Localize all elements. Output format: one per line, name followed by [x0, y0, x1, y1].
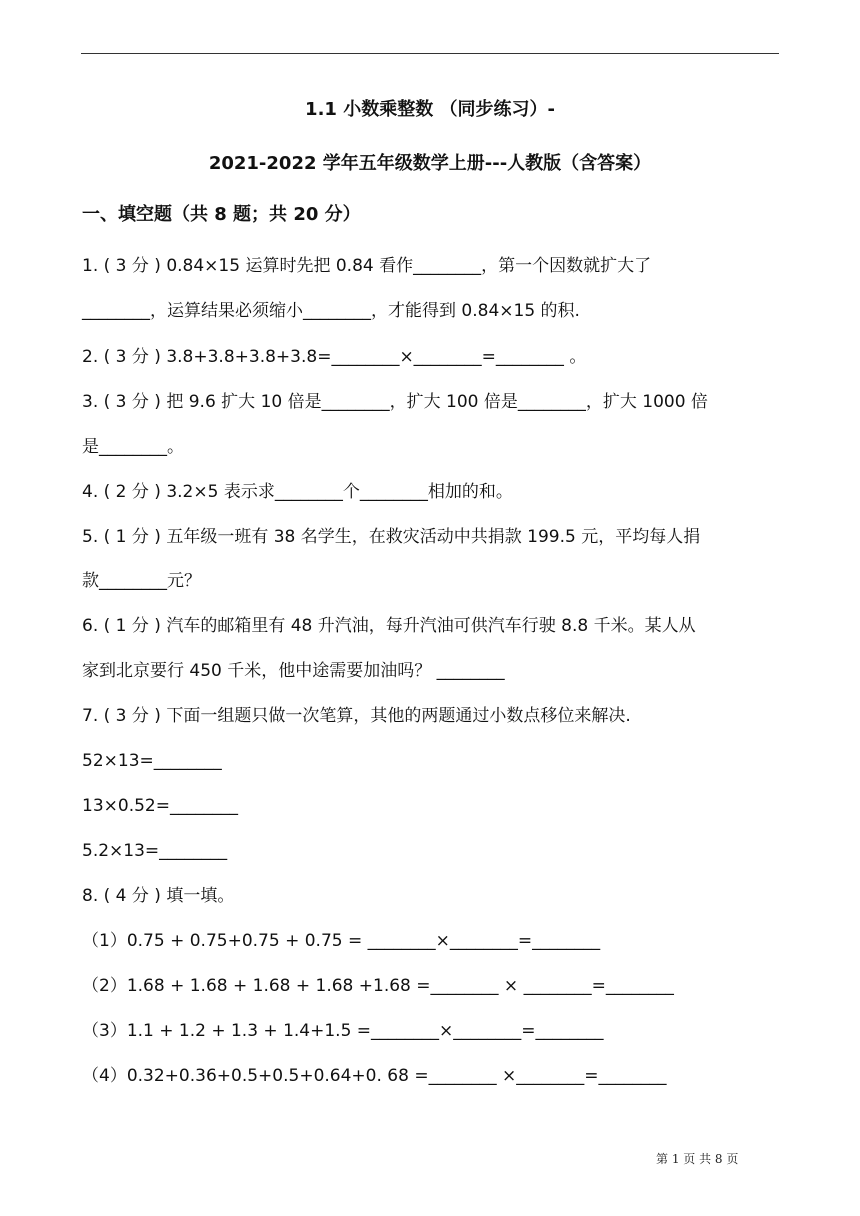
- question-3-line-1: 3. ( 3 分 ) 把 9.6 扩大 10 倍是________，扩大 100 倍是________，扩大 1000 倍: [82, 392, 708, 412]
- question-6-line-2: 家到北京要行 450 千米，他中途需要加油吗？ ________: [82, 661, 505, 681]
- question-6-line-1: 6. ( 1 分 ) 汽车的邮箱里有 48 升汽油，每升汽油可供汽车行驶 8.8 千米。某人从: [82, 616, 696, 636]
- question-5-line-1: 5. ( 1 分 ) 五年级一班有 38 名学生，在救灾活动中共捐款 199.5 元，平均每人捐: [82, 527, 701, 547]
- question-8-item-4: （4）0.32+0.36+0.5+0.5+0.64+0. 68 =________ ×________=________: [82, 1066, 667, 1086]
- question-1-line-1: 1. ( 3 分 ) 0.84×15 运算时先把 0.84 看作________，第一个因数就扩大了: [82, 256, 652, 276]
- question-5-line-2: 款________元？: [82, 571, 201, 591]
- header-rule: [81, 53, 779, 54]
- question-8-item-1: （1）0.75 + 0.75+0.75 + 0.75 = ________×________=________: [82, 931, 601, 951]
- question-3-line-2: 是________。: [82, 437, 184, 457]
- question-8: 8. ( 4 分 ) 填一填。: [82, 886, 235, 906]
- title-line-1: 1.1 小数乘整数 （同步练习）-: [305, 99, 555, 120]
- question-4: 4. ( 2 分 ) 3.2×5 表示求________个________相加的和。: [82, 482, 513, 502]
- question-7-item-2: 13×0.52=________: [82, 796, 238, 816]
- question-7-item-3: 5.2×13=________: [82, 841, 228, 861]
- page-footer: 第 1 页 共 8 页: [656, 1152, 739, 1166]
- question-7-item-1: 52×13=________: [82, 751, 222, 771]
- question-2: 2. ( 3 分 ) 3.8+3.8+3.8+3.8=________×________=________ 。: [82, 347, 587, 367]
- title-line-2: 2021-2022 学年五年级数学上册---人教版（含答案）: [208, 153, 652, 174]
- question-8-item-2: （2）1.68 + 1.68 + 1.68 + 1.68 +1.68 =________ × ________=________: [82, 976, 674, 996]
- question-8-item-3: （3）1.1 + 1.2 + 1.3 + 1.4+1.5 =________×________=________: [82, 1021, 604, 1041]
- section-heading: 一、填空题（共 8 题；共 20 分）: [82, 204, 361, 225]
- question-7: 7. ( 3 分 ) 下面一组题只做一次笔算，其他的两题通过小数点移位来解决.: [82, 706, 631, 726]
- question-1-line-2: ________，运算结果必须缩小________，才能得到 0.84×15 的积.: [82, 301, 580, 321]
